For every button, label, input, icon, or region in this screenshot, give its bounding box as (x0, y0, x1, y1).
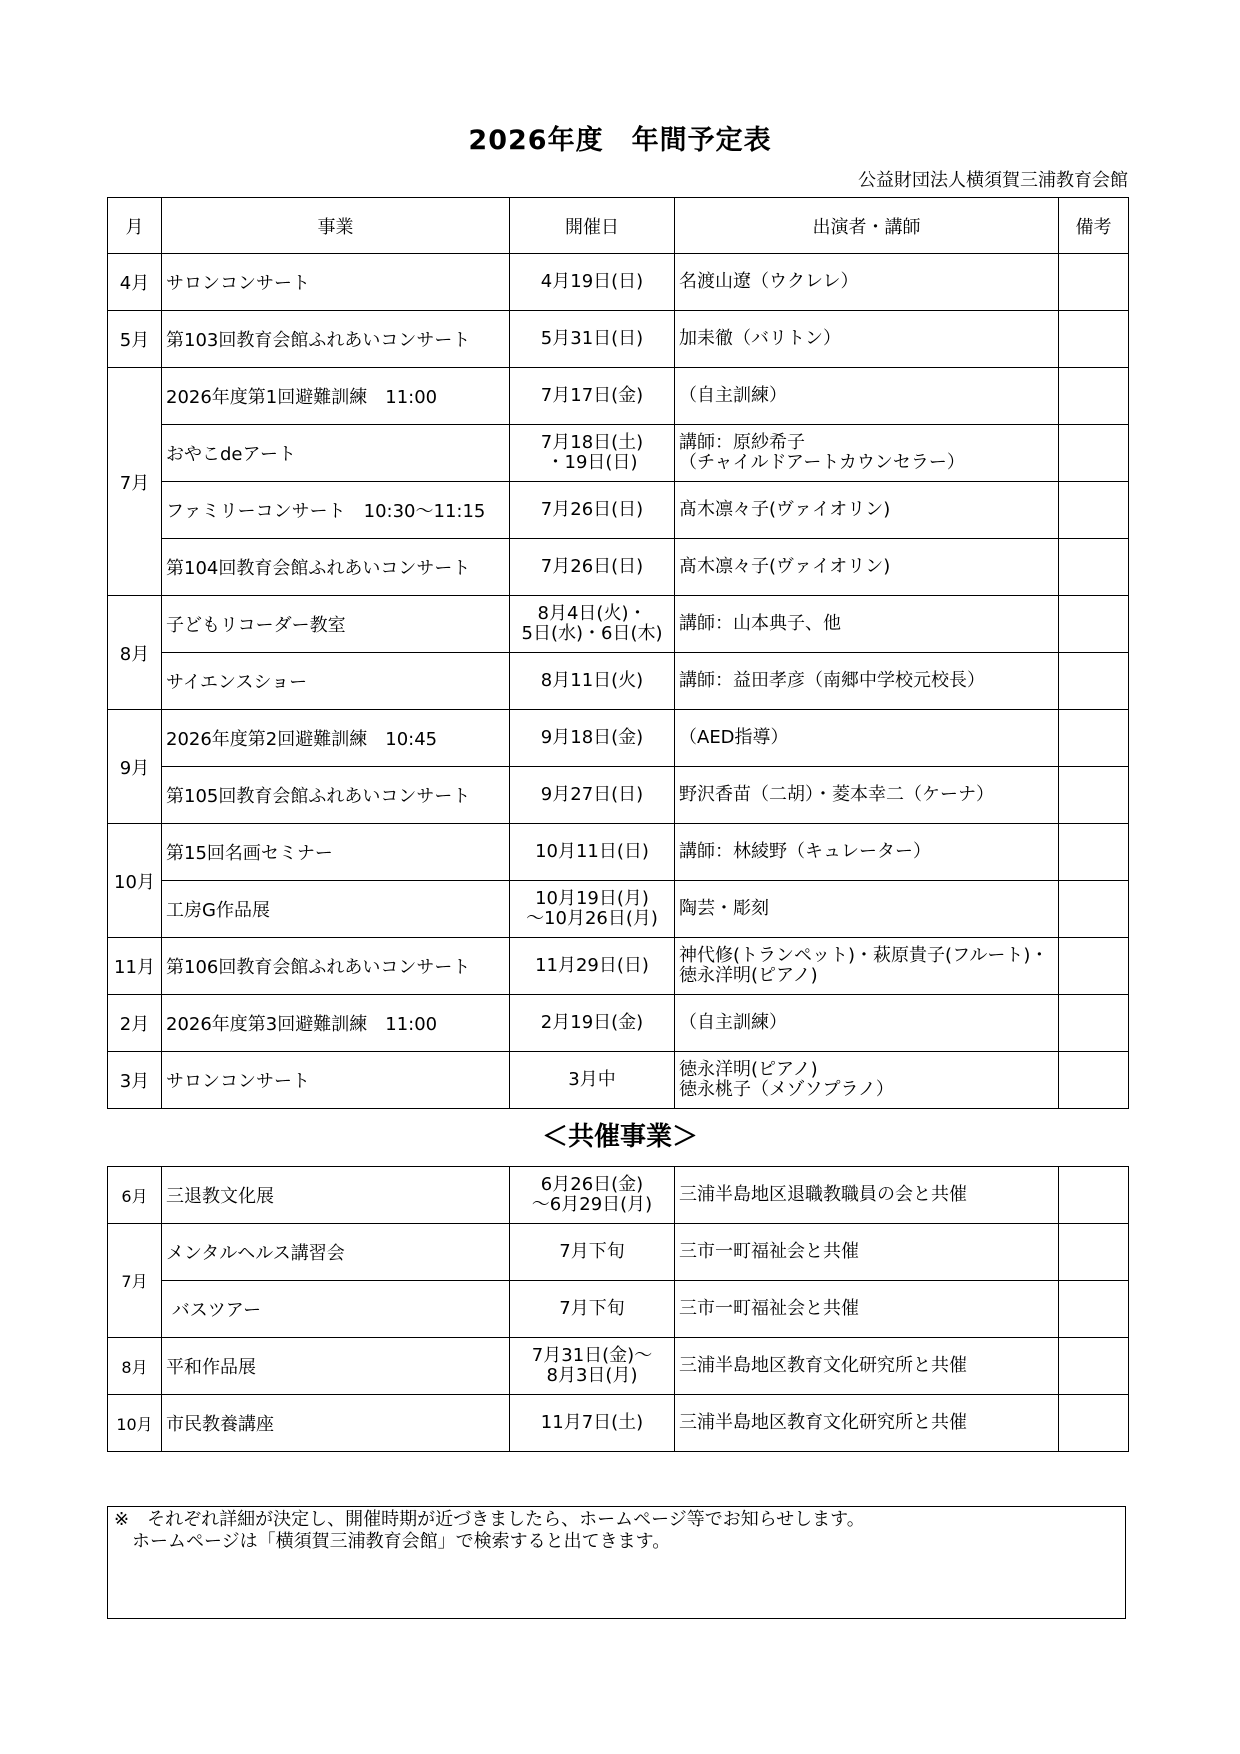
date-line: 7月26日(日) (540, 556, 644, 577)
date-line: 7月31日(金)～ (531, 1345, 653, 1366)
performer-line: 徳永桃子（メゾソプラノ） (679, 1079, 894, 1100)
date-cell (510, 1224, 675, 1281)
performer-cell (675, 938, 1059, 995)
note-cell (1059, 653, 1129, 710)
date-cell (510, 1338, 675, 1395)
table-row (108, 368, 1129, 425)
date-line: 10月11日(日) (535, 841, 649, 862)
performer-line: 三市一町福祉会と共催 (679, 1241, 859, 1262)
date-line: ～10月26日(月) (526, 908, 658, 929)
date-cell (510, 1281, 675, 1338)
month-cell: 5月 (108, 311, 162, 368)
note-cell (1059, 1395, 1129, 1452)
month-cell: 2月 (108, 995, 162, 1052)
performer-line: 髙木凛々子(ヴァイオリン) (679, 556, 891, 577)
month-cell: 7月 (108, 1224, 162, 1338)
note-cell (1059, 1167, 1129, 1224)
organization-name: 公益財団法人横須賀三浦教育会館 (858, 170, 1128, 191)
date-cell (510, 767, 675, 824)
event-cell: ファミリーコンサート 10:30～11:15 (162, 482, 510, 539)
date-cell (510, 653, 675, 710)
performer-line: 三浦半島地区教育文化研究所と共催 (679, 1412, 967, 1433)
event-cell: おやこdeアート (162, 425, 510, 482)
event-cell: 2026年度第3回避難訓練 11:00 (162, 995, 510, 1052)
month-cell: 11月 (108, 938, 162, 995)
table-row (108, 1167, 1129, 1224)
table-row (108, 1224, 1129, 1281)
event-cell: 第103回教育会館ふれあいコンサート (162, 311, 510, 368)
date-cell (510, 1395, 675, 1452)
date-line: 4月19日(日) (540, 271, 644, 292)
performer-line: （自主訓練） (679, 1012, 787, 1033)
performer-line: （自主訓練） (679, 385, 787, 406)
performer-line: 名渡山遼（ウクレレ） (679, 271, 859, 292)
note-cell (1059, 311, 1129, 368)
performer-line: 陶芸・彫刻 (679, 898, 769, 919)
date-cell (510, 425, 675, 482)
event-cell: 三退教文化展 (162, 1167, 510, 1224)
event-cell: 工房G作品展 (162, 881, 510, 938)
event-cell: サロンコンサート (162, 254, 510, 311)
date-cell (510, 368, 675, 425)
performer-cell (675, 653, 1059, 710)
table-row (108, 995, 1129, 1052)
note-cell (1059, 824, 1129, 881)
date-line: 7月18日(土) (540, 432, 644, 453)
date-cell (510, 482, 675, 539)
table-row (108, 881, 1129, 938)
header-month: 月 (108, 198, 162, 254)
note-cell (1059, 995, 1129, 1052)
performer-cell (675, 995, 1059, 1052)
month-cell: 8月 (108, 596, 162, 710)
date-line: 10月19日(月) (535, 888, 649, 909)
table-row (108, 596, 1129, 653)
performer-cell (675, 1224, 1059, 1281)
date-cell (510, 1052, 675, 1109)
month-cell: 6月 (108, 1167, 162, 1224)
performer-line: 徳永洋明(ピアノ) (679, 965, 818, 986)
note-cell (1059, 710, 1129, 767)
month-cell: 3月 (108, 1052, 162, 1109)
event-cell: 市民教養講座 (162, 1395, 510, 1452)
date-cell (510, 710, 675, 767)
date-cell (510, 539, 675, 596)
performer-line: 講師：山本典子、他 (679, 613, 841, 634)
note-cell (1059, 539, 1129, 596)
note-cell (1059, 254, 1129, 311)
performer-cell (675, 368, 1059, 425)
note-cell (1059, 1281, 1129, 1338)
event-cell: 第106回教育会館ふれあいコンサート (162, 938, 510, 995)
event-cell: 2026年度第1回避難訓練 11:00 (162, 368, 510, 425)
performer-cell (675, 767, 1059, 824)
performer-line: 野沢香苗（二胡）・菱本幸二（ケーナ） (679, 784, 994, 805)
notice-line-2: ホームページは「横須賀三浦教育会館」で検索すると出てきます。 (114, 1531, 671, 1552)
annual-schedule-table (107, 197, 1129, 1109)
date-line: 5月31日(日) (540, 328, 644, 349)
note-cell (1059, 1224, 1129, 1281)
performer-cell (675, 1395, 1059, 1452)
performer-cell (675, 539, 1059, 596)
date-line: 9月18日(金) (540, 727, 644, 748)
date-line: 8月11日(火) (540, 670, 644, 691)
month-cell: 9月 (108, 710, 162, 824)
performer-line: （AED指導） (679, 727, 789, 748)
performer-cell (675, 824, 1059, 881)
date-line: 2月19日(金) (540, 1012, 644, 1033)
performer-line: 三浦半島地区退職教職員の会と共催 (679, 1184, 967, 1205)
date-line: 8月3日(月) (546, 1365, 638, 1386)
date-line: ・19日(日) (546, 452, 638, 473)
event-cell: 第105回教育会館ふれあいコンサート (162, 767, 510, 824)
table-row (108, 539, 1129, 596)
performer-cell (675, 1052, 1059, 1109)
event-cell: 第15回名画セミナー (162, 824, 510, 881)
date-cell (510, 938, 675, 995)
event-cell: バスツアー (162, 1281, 510, 1338)
table-row (108, 653, 1129, 710)
event-cell: 2026年度第2回避難訓練 10:45 (162, 710, 510, 767)
performer-line: 加耒徹（バリトン） (679, 328, 841, 349)
table-row (108, 767, 1129, 824)
note-cell (1059, 425, 1129, 482)
date-line: 3月中 (568, 1069, 616, 1090)
schedule-body (108, 254, 1129, 1109)
table-header-row (108, 198, 1129, 254)
performer-cell (675, 1167, 1059, 1224)
date-cell (510, 596, 675, 653)
notice-box (107, 1506, 1126, 1619)
page-title: 2026年度 年間予定表 (468, 125, 772, 156)
performer-line: 髙木凛々子(ヴァイオリン) (679, 499, 891, 520)
cohost-heading: ＜共催事業＞ (541, 1122, 698, 1152)
note-cell (1059, 1338, 1129, 1395)
note-cell (1059, 368, 1129, 425)
note-cell (1059, 482, 1129, 539)
date-line: ～6月29日(月) (531, 1194, 653, 1215)
date-cell (510, 824, 675, 881)
performer-line: 三市一町福祉会と共催 (679, 1298, 859, 1319)
event-cell: 平和作品展 (162, 1338, 510, 1395)
month-cell: 7月 (108, 368, 162, 596)
event-cell: メンタルヘルス講習会 (162, 1224, 510, 1281)
date-line: 7月下旬 (559, 1298, 625, 1319)
performer-cell (675, 1338, 1059, 1395)
date-line: 7月26日(日) (540, 499, 644, 520)
date-line: 6月26日(金) (540, 1174, 644, 1195)
date-line: 8月4日(火)・ (537, 603, 647, 624)
note-cell (1059, 1052, 1129, 1109)
performer-line: 講師：林綾野（キュレーター） (679, 841, 931, 862)
performer-cell (675, 311, 1059, 368)
date-cell (510, 1167, 675, 1224)
performer-cell (675, 482, 1059, 539)
note-cell (1059, 881, 1129, 938)
table-row (108, 311, 1129, 368)
month-cell: 10月 (108, 1395, 162, 1452)
header-date: 開催日 (510, 198, 675, 254)
performer-line: 講師：益田孝彦（南郷中学校元校長） (679, 670, 985, 691)
date-line: 11月29日(日) (535, 955, 649, 976)
table-row (108, 710, 1129, 767)
note-cell (1059, 938, 1129, 995)
performer-cell (675, 425, 1059, 482)
performer-cell (675, 596, 1059, 653)
date-line: 11月7日(土) (540, 1412, 644, 1433)
performer-line: 講師：原紗希子 (679, 432, 805, 453)
date-line: 5日(水)・6日(木) (521, 623, 663, 644)
event-cell: サイエンスショー (162, 653, 510, 710)
cohost-body (108, 1167, 1129, 1452)
note-cell (1059, 767, 1129, 824)
month-cell: 10月 (108, 824, 162, 938)
date-cell (510, 995, 675, 1052)
date-cell (510, 881, 675, 938)
table-row (108, 1395, 1129, 1452)
performer-cell (675, 1281, 1059, 1338)
performer-cell (675, 881, 1059, 938)
performer-cell (675, 254, 1059, 311)
cohost-schedule-table (107, 1166, 1129, 1452)
event-cell: サロンコンサート (162, 1052, 510, 1109)
table-row (108, 1052, 1129, 1109)
table-row (108, 1338, 1129, 1395)
header-performer: 出演者・講師 (675, 198, 1059, 254)
date-line: 7月17日(金) (540, 385, 644, 406)
table-row (108, 1281, 1129, 1338)
note-cell (1059, 596, 1129, 653)
date-cell (510, 254, 675, 311)
performer-line: 神代修(トランペット)・萩原貴子(フルート)・ (679, 945, 1049, 966)
event-cell: 第104回教育会館ふれあいコンサート (162, 539, 510, 596)
date-line: 7月下旬 (559, 1241, 625, 1262)
performer-cell (675, 710, 1059, 767)
table-row (108, 482, 1129, 539)
notice-line-1: ※ それぞれ詳細が決定し、開催時期が近づきましたら、ホームページ等でお知らせします。 (114, 1509, 865, 1530)
date-cell (510, 311, 675, 368)
table-row (108, 824, 1129, 881)
header-note: 備考 (1059, 198, 1129, 254)
table-row (108, 254, 1129, 311)
table-row (108, 425, 1129, 482)
header-event: 事業 (162, 198, 510, 254)
table-row (108, 938, 1129, 995)
performer-line: （チャイルドアートカウンセラー） (679, 452, 965, 473)
performer-line: 三浦半島地区教育文化研究所と共催 (679, 1355, 967, 1376)
date-line: 9月27日(日) (540, 784, 644, 805)
event-cell: 子どもリコーダー教室 (162, 596, 510, 653)
month-cell: 4月 (108, 254, 162, 311)
performer-line: 徳永洋明(ピアノ) (679, 1059, 818, 1080)
month-cell: 8月 (108, 1338, 162, 1395)
